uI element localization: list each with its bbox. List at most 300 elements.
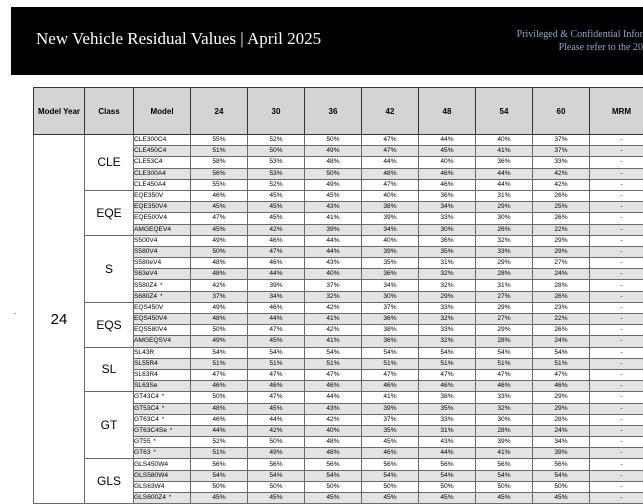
value-cell: 26%: [533, 190, 590, 201]
value-cell: 23%: [533, 302, 590, 313]
value-cell: 40%: [362, 190, 419, 201]
model-name: GT63C4Se: [134, 427, 167, 434]
value-cell: 54%: [305, 347, 362, 358]
value-cell: -: [590, 302, 643, 313]
model-cell: [134, 459, 191, 470]
value-cell: 32%: [305, 291, 362, 302]
value-cell: 29%: [476, 325, 533, 336]
value-cell: 54%: [248, 347, 305, 358]
value-cell: 46%: [476, 381, 533, 392]
value-cell: -: [590, 314, 643, 325]
value-cell: 47%: [362, 135, 419, 146]
value-cell: 46%: [362, 381, 419, 392]
value-cell: 38%: [362, 202, 419, 213]
column-header-54: 54: [476, 88, 533, 135]
value-cell: -: [590, 213, 643, 224]
class-cell: SL: [85, 347, 134, 392]
value-cell: -: [590, 336, 643, 347]
value-cell: 51%: [248, 358, 305, 369]
value-cell: 51%: [191, 146, 248, 157]
value-cell: 34%: [248, 291, 305, 302]
value-cell: 48%: [191, 269, 248, 280]
value-cell: 46%: [419, 179, 476, 190]
value-cell: 58%: [191, 157, 248, 168]
value-cell: 52%: [191, 437, 248, 448]
model-cell: [134, 135, 191, 146]
value-cell: 36%: [362, 336, 419, 347]
value-cell: 46%: [248, 235, 305, 246]
value-cell: 41%: [305, 314, 362, 325]
column-header-model: Model: [134, 88, 191, 135]
value-cell: 36%: [362, 314, 419, 325]
value-cell: 36%: [476, 157, 533, 168]
table-body: [34, 135, 643, 504]
value-cell: 54%: [419, 470, 476, 481]
model-name: GT43C4: [134, 393, 159, 400]
value-cell: 33%: [476, 392, 533, 403]
value-cell: 44%: [419, 135, 476, 146]
value-cell: 50%: [533, 481, 590, 492]
model-cell: [134, 246, 191, 257]
model-cell: [134, 213, 191, 224]
value-cell: 34%: [362, 224, 419, 235]
value-cell: 32%: [419, 336, 476, 347]
confidentiality-line-2: Please refer to the 20: [517, 41, 643, 54]
model-name: SL63R4: [134, 371, 158, 378]
value-cell: 56%: [362, 459, 419, 470]
value-cell: 39%: [305, 224, 362, 235]
value-cell: 53%: [248, 168, 305, 179]
value-cell: 54%: [362, 347, 419, 358]
value-cell: 38%: [419, 392, 476, 403]
value-cell: 27%: [533, 258, 590, 269]
value-cell: 45%: [533, 493, 590, 504]
value-cell: 48%: [305, 448, 362, 459]
value-cell: 33%: [419, 302, 476, 313]
value-cell: 54%: [191, 347, 248, 358]
model-name: S580Z4: [134, 282, 157, 289]
value-cell: 40%: [305, 269, 362, 280]
model-name: S63eV4: [134, 270, 157, 277]
footnote-marker: *: [162, 417, 164, 423]
value-cell: 49%: [191, 336, 248, 347]
value-cell: 47%: [533, 369, 590, 380]
page-title: New Vehicle Residual Values | April 2025: [36, 29, 321, 49]
value-cell: 47%: [362, 179, 419, 190]
value-cell: 37%: [362, 302, 419, 313]
value-cell: 29%: [533, 246, 590, 257]
value-cell: 50%: [305, 168, 362, 179]
model-name: EQE350V: [134, 192, 163, 199]
value-cell: -: [590, 202, 643, 213]
footnote-marker: *: [162, 394, 164, 400]
table-header-row: [34, 88, 643, 135]
value-cell: 44%: [305, 246, 362, 257]
value-cell: 44%: [305, 392, 362, 403]
value-cell: -: [590, 135, 643, 146]
value-cell: 39%: [362, 403, 419, 414]
value-cell: 51%: [305, 358, 362, 369]
value-cell: 47%: [419, 369, 476, 380]
value-cell: 46%: [191, 190, 248, 201]
value-cell: 22%: [533, 224, 590, 235]
value-cell: 45%: [248, 202, 305, 213]
value-cell: 50%: [248, 481, 305, 492]
value-cell: 56%: [191, 168, 248, 179]
value-cell: 54%: [305, 470, 362, 481]
value-cell: 29%: [419, 291, 476, 302]
model-cell: [134, 325, 191, 336]
value-cell: 24%: [533, 425, 590, 436]
value-cell: 53%: [248, 157, 305, 168]
value-cell: -: [590, 369, 643, 380]
value-cell: 43%: [305, 403, 362, 414]
value-cell: 49%: [305, 146, 362, 157]
model-name: SL63Se: [134, 382, 157, 389]
column-header-model-year: Model Year: [34, 88, 85, 135]
footnote-marker: *: [154, 439, 156, 445]
value-cell: 30%: [419, 224, 476, 235]
value-cell: 39%: [362, 213, 419, 224]
column-header-24: 24: [191, 88, 248, 135]
value-cell: 32%: [419, 280, 476, 291]
value-cell: 29%: [533, 235, 590, 246]
column-header-42: 42: [362, 88, 419, 135]
value-cell: 52%: [248, 135, 305, 146]
value-cell: -: [590, 157, 643, 168]
class-cell: EQS: [85, 302, 134, 347]
model-name: GLS450W4: [134, 461, 168, 468]
model-cell: [134, 258, 191, 269]
value-cell: 50%: [476, 481, 533, 492]
value-cell: 56%: [191, 459, 248, 470]
value-cell: 42%: [248, 224, 305, 235]
value-cell: 49%: [191, 235, 248, 246]
value-cell: 51%: [362, 358, 419, 369]
value-cell: 36%: [362, 269, 419, 280]
value-cell: 45%: [248, 403, 305, 414]
value-cell: 24%: [533, 269, 590, 280]
value-cell: -: [590, 392, 643, 403]
model-name: CLE450C4: [134, 147, 166, 154]
table-row: [34, 302, 643, 313]
value-cell: 46%: [248, 258, 305, 269]
value-cell: 44%: [191, 425, 248, 436]
value-cell: 45%: [362, 437, 419, 448]
model-name: EQS450V4: [134, 315, 167, 322]
value-cell: 51%: [419, 358, 476, 369]
value-cell: 52%: [248, 179, 305, 190]
value-cell: -: [590, 235, 643, 246]
value-cell: 31%: [476, 280, 533, 291]
value-cell: 50%: [191, 481, 248, 492]
value-cell: 37%: [362, 414, 419, 425]
value-cell: 47%: [362, 369, 419, 380]
model-name: SL43R: [134, 349, 154, 356]
value-cell: 28%: [476, 269, 533, 280]
value-cell: 54%: [248, 470, 305, 481]
model-name: GLS63W4: [134, 483, 164, 490]
value-cell: -: [590, 470, 643, 481]
value-cell: 50%: [191, 325, 248, 336]
model-cell: [134, 437, 191, 448]
value-cell: -: [590, 146, 643, 157]
class-cell: GT: [85, 392, 134, 459]
value-cell: 45%: [248, 493, 305, 504]
value-cell: 49%: [248, 448, 305, 459]
model-name: EQE350V4: [134, 203, 167, 210]
value-cell: -: [590, 246, 643, 257]
value-cell: 39%: [533, 448, 590, 459]
value-cell: 33%: [533, 157, 590, 168]
value-cell: 33%: [419, 213, 476, 224]
value-cell: 46%: [248, 302, 305, 313]
model-cell: [134, 392, 191, 403]
model-name: AMGEQSV4: [134, 337, 171, 344]
value-cell: 26%: [533, 325, 590, 336]
value-cell: 56%: [476, 459, 533, 470]
value-cell: 41%: [362, 392, 419, 403]
stray-mark: [14, 313, 16, 314]
value-cell: 43%: [305, 202, 362, 213]
value-cell: 44%: [305, 235, 362, 246]
value-cell: 54%: [362, 470, 419, 481]
value-cell: 29%: [476, 302, 533, 313]
table-row: [34, 347, 643, 358]
value-cell: 47%: [476, 369, 533, 380]
model-cell: [134, 425, 191, 436]
value-cell: 42%: [533, 168, 590, 179]
table-row: [34, 135, 643, 146]
value-cell: -: [590, 493, 643, 504]
value-cell: 54%: [533, 347, 590, 358]
value-cell: 49%: [191, 302, 248, 313]
value-cell: 27%: [476, 291, 533, 302]
value-cell: 24%: [533, 336, 590, 347]
value-cell: 39%: [248, 280, 305, 291]
value-cell: 29%: [533, 392, 590, 403]
value-cell: 26%: [476, 224, 533, 235]
model-cell: [134, 280, 191, 291]
value-cell: -: [590, 358, 643, 369]
value-cell: 37%: [533, 135, 590, 146]
value-cell: 40%: [476, 135, 533, 146]
value-cell: 35%: [362, 258, 419, 269]
value-cell: 48%: [305, 437, 362, 448]
footnote-marker: *: [169, 495, 171, 501]
value-cell: 45%: [248, 190, 305, 201]
value-cell: 47%: [248, 369, 305, 380]
model-name: GLS600Z4: [134, 494, 166, 501]
value-cell: 46%: [419, 381, 476, 392]
value-cell: 55%: [191, 135, 248, 146]
model-cell: [134, 470, 191, 481]
value-cell: 45%: [248, 336, 305, 347]
class-cell: EQE: [85, 190, 134, 235]
value-cell: 38%: [362, 325, 419, 336]
value-cell: -: [590, 291, 643, 302]
value-cell: 36%: [419, 190, 476, 201]
model-name: S580V4: [134, 248, 157, 255]
value-cell: 44%: [476, 168, 533, 179]
value-cell: -: [590, 414, 643, 425]
value-cell: 50%: [191, 246, 248, 257]
column-header-60: 60: [533, 88, 590, 135]
value-cell: 46%: [248, 381, 305, 392]
value-cell: 46%: [533, 381, 590, 392]
value-cell: 50%: [248, 146, 305, 157]
table-row: [34, 392, 643, 403]
table-row: [34, 235, 643, 246]
model-cell: [134, 179, 191, 190]
value-cell: 44%: [248, 314, 305, 325]
model-name: CLE300A4: [134, 170, 166, 177]
value-cell: -: [590, 459, 643, 470]
value-cell: 48%: [191, 258, 248, 269]
value-cell: 27%: [476, 314, 533, 325]
model-cell: [134, 146, 191, 157]
value-cell: -: [590, 280, 643, 291]
model-cell: [134, 336, 191, 347]
model-name: CLE53C4: [134, 158, 163, 165]
value-cell: 51%: [191, 448, 248, 459]
value-cell: 39%: [362, 246, 419, 257]
class-cell: CLE: [85, 135, 134, 191]
model-name: GT53C4: [134, 405, 159, 412]
value-cell: 42%: [248, 425, 305, 436]
value-cell: 36%: [419, 235, 476, 246]
model-name: EQE500V4: [134, 214, 167, 221]
value-cell: 25%: [533, 202, 590, 213]
value-cell: 37%: [191, 291, 248, 302]
table-row: [34, 459, 643, 470]
value-cell: 32%: [419, 269, 476, 280]
value-cell: 26%: [533, 213, 590, 224]
confidentiality-line-1: Privileged & Confidential Infor: [517, 28, 643, 41]
column-header-30: 30: [248, 88, 305, 135]
value-cell: 47%: [248, 392, 305, 403]
model-cell: [134, 269, 191, 280]
model-name: S500V4: [134, 237, 157, 244]
model-name: S680Z4: [134, 293, 157, 300]
value-cell: 51%: [533, 358, 590, 369]
value-cell: 50%: [419, 481, 476, 492]
value-cell: -: [590, 168, 643, 179]
value-cell: 45%: [419, 146, 476, 157]
value-cell: -: [590, 481, 643, 492]
value-cell: 44%: [419, 448, 476, 459]
value-cell: 41%: [305, 213, 362, 224]
value-cell: 43%: [419, 437, 476, 448]
value-cell: 30%: [476, 213, 533, 224]
value-cell: 44%: [362, 157, 419, 168]
value-cell: -: [590, 347, 643, 358]
model-name: EQS450V: [134, 304, 163, 311]
value-cell: 45%: [476, 493, 533, 504]
value-cell: 46%: [419, 168, 476, 179]
value-cell: 34%: [533, 437, 590, 448]
value-cell: 45%: [305, 190, 362, 201]
value-cell: 42%: [305, 302, 362, 313]
value-cell: 48%: [362, 168, 419, 179]
value-cell: 41%: [476, 146, 533, 157]
model-cell: [134, 302, 191, 313]
model-cell: [134, 235, 191, 246]
model-name: S580eV4: [134, 259, 161, 266]
model-cell: [134, 157, 191, 168]
value-cell: 32%: [476, 403, 533, 414]
value-cell: 50%: [305, 481, 362, 492]
value-cell: 31%: [476, 190, 533, 201]
model-name: AMGEQEV4: [134, 226, 171, 233]
value-cell: 43%: [305, 258, 362, 269]
value-cell: 51%: [191, 358, 248, 369]
value-cell: 47%: [191, 369, 248, 380]
model-cell: [134, 493, 191, 504]
value-cell: 47%: [248, 325, 305, 336]
value-cell: 41%: [476, 448, 533, 459]
value-cell: 54%: [191, 470, 248, 481]
table-row: [34, 190, 643, 201]
model-name: GT63: [134, 449, 151, 456]
value-cell: 35%: [419, 246, 476, 257]
value-cell: 28%: [533, 280, 590, 291]
value-cell: 46%: [191, 381, 248, 392]
value-cell: -: [590, 381, 643, 392]
value-cell: 35%: [362, 425, 419, 436]
value-cell: 28%: [533, 414, 590, 425]
value-cell: 40%: [419, 157, 476, 168]
value-cell: -: [590, 448, 643, 459]
value-cell: 31%: [419, 258, 476, 269]
value-cell: 54%: [476, 470, 533, 481]
value-cell: 47%: [362, 146, 419, 157]
value-cell: 33%: [419, 325, 476, 336]
footnote-marker: *: [160, 294, 162, 300]
model-cell: [134, 314, 191, 325]
value-cell: 34%: [362, 280, 419, 291]
value-cell: 49%: [305, 179, 362, 190]
model-cell: [134, 291, 191, 302]
value-cell: 40%: [305, 425, 362, 436]
value-cell: 26%: [533, 291, 590, 302]
value-cell: 45%: [248, 213, 305, 224]
value-cell: 56%: [305, 459, 362, 470]
class-cell: GLS: [85, 459, 134, 504]
column-header-mrm: MRM: [590, 88, 643, 135]
value-cell: 32%: [476, 235, 533, 246]
value-cell: 29%: [476, 202, 533, 213]
footnote-marker: *: [170, 428, 172, 434]
model-name: EQS580V4: [134, 326, 167, 333]
model-cell: [134, 414, 191, 425]
value-cell: 42%: [305, 325, 362, 336]
value-cell: 40%: [362, 235, 419, 246]
value-cell: 42%: [305, 414, 362, 425]
footnote-marker: *: [154, 450, 156, 456]
value-cell: 37%: [305, 280, 362, 291]
model-cell: [134, 168, 191, 179]
model-name: GLS580W4: [134, 472, 168, 479]
model-cell: [134, 481, 191, 492]
value-cell: 29%: [533, 403, 590, 414]
value-cell: 48%: [191, 314, 248, 325]
value-cell: 45%: [419, 493, 476, 504]
value-cell: 47%: [305, 369, 362, 380]
model-name: CLE450A4: [134, 181, 166, 188]
value-cell: 56%: [533, 459, 590, 470]
model-cell: [134, 448, 191, 459]
